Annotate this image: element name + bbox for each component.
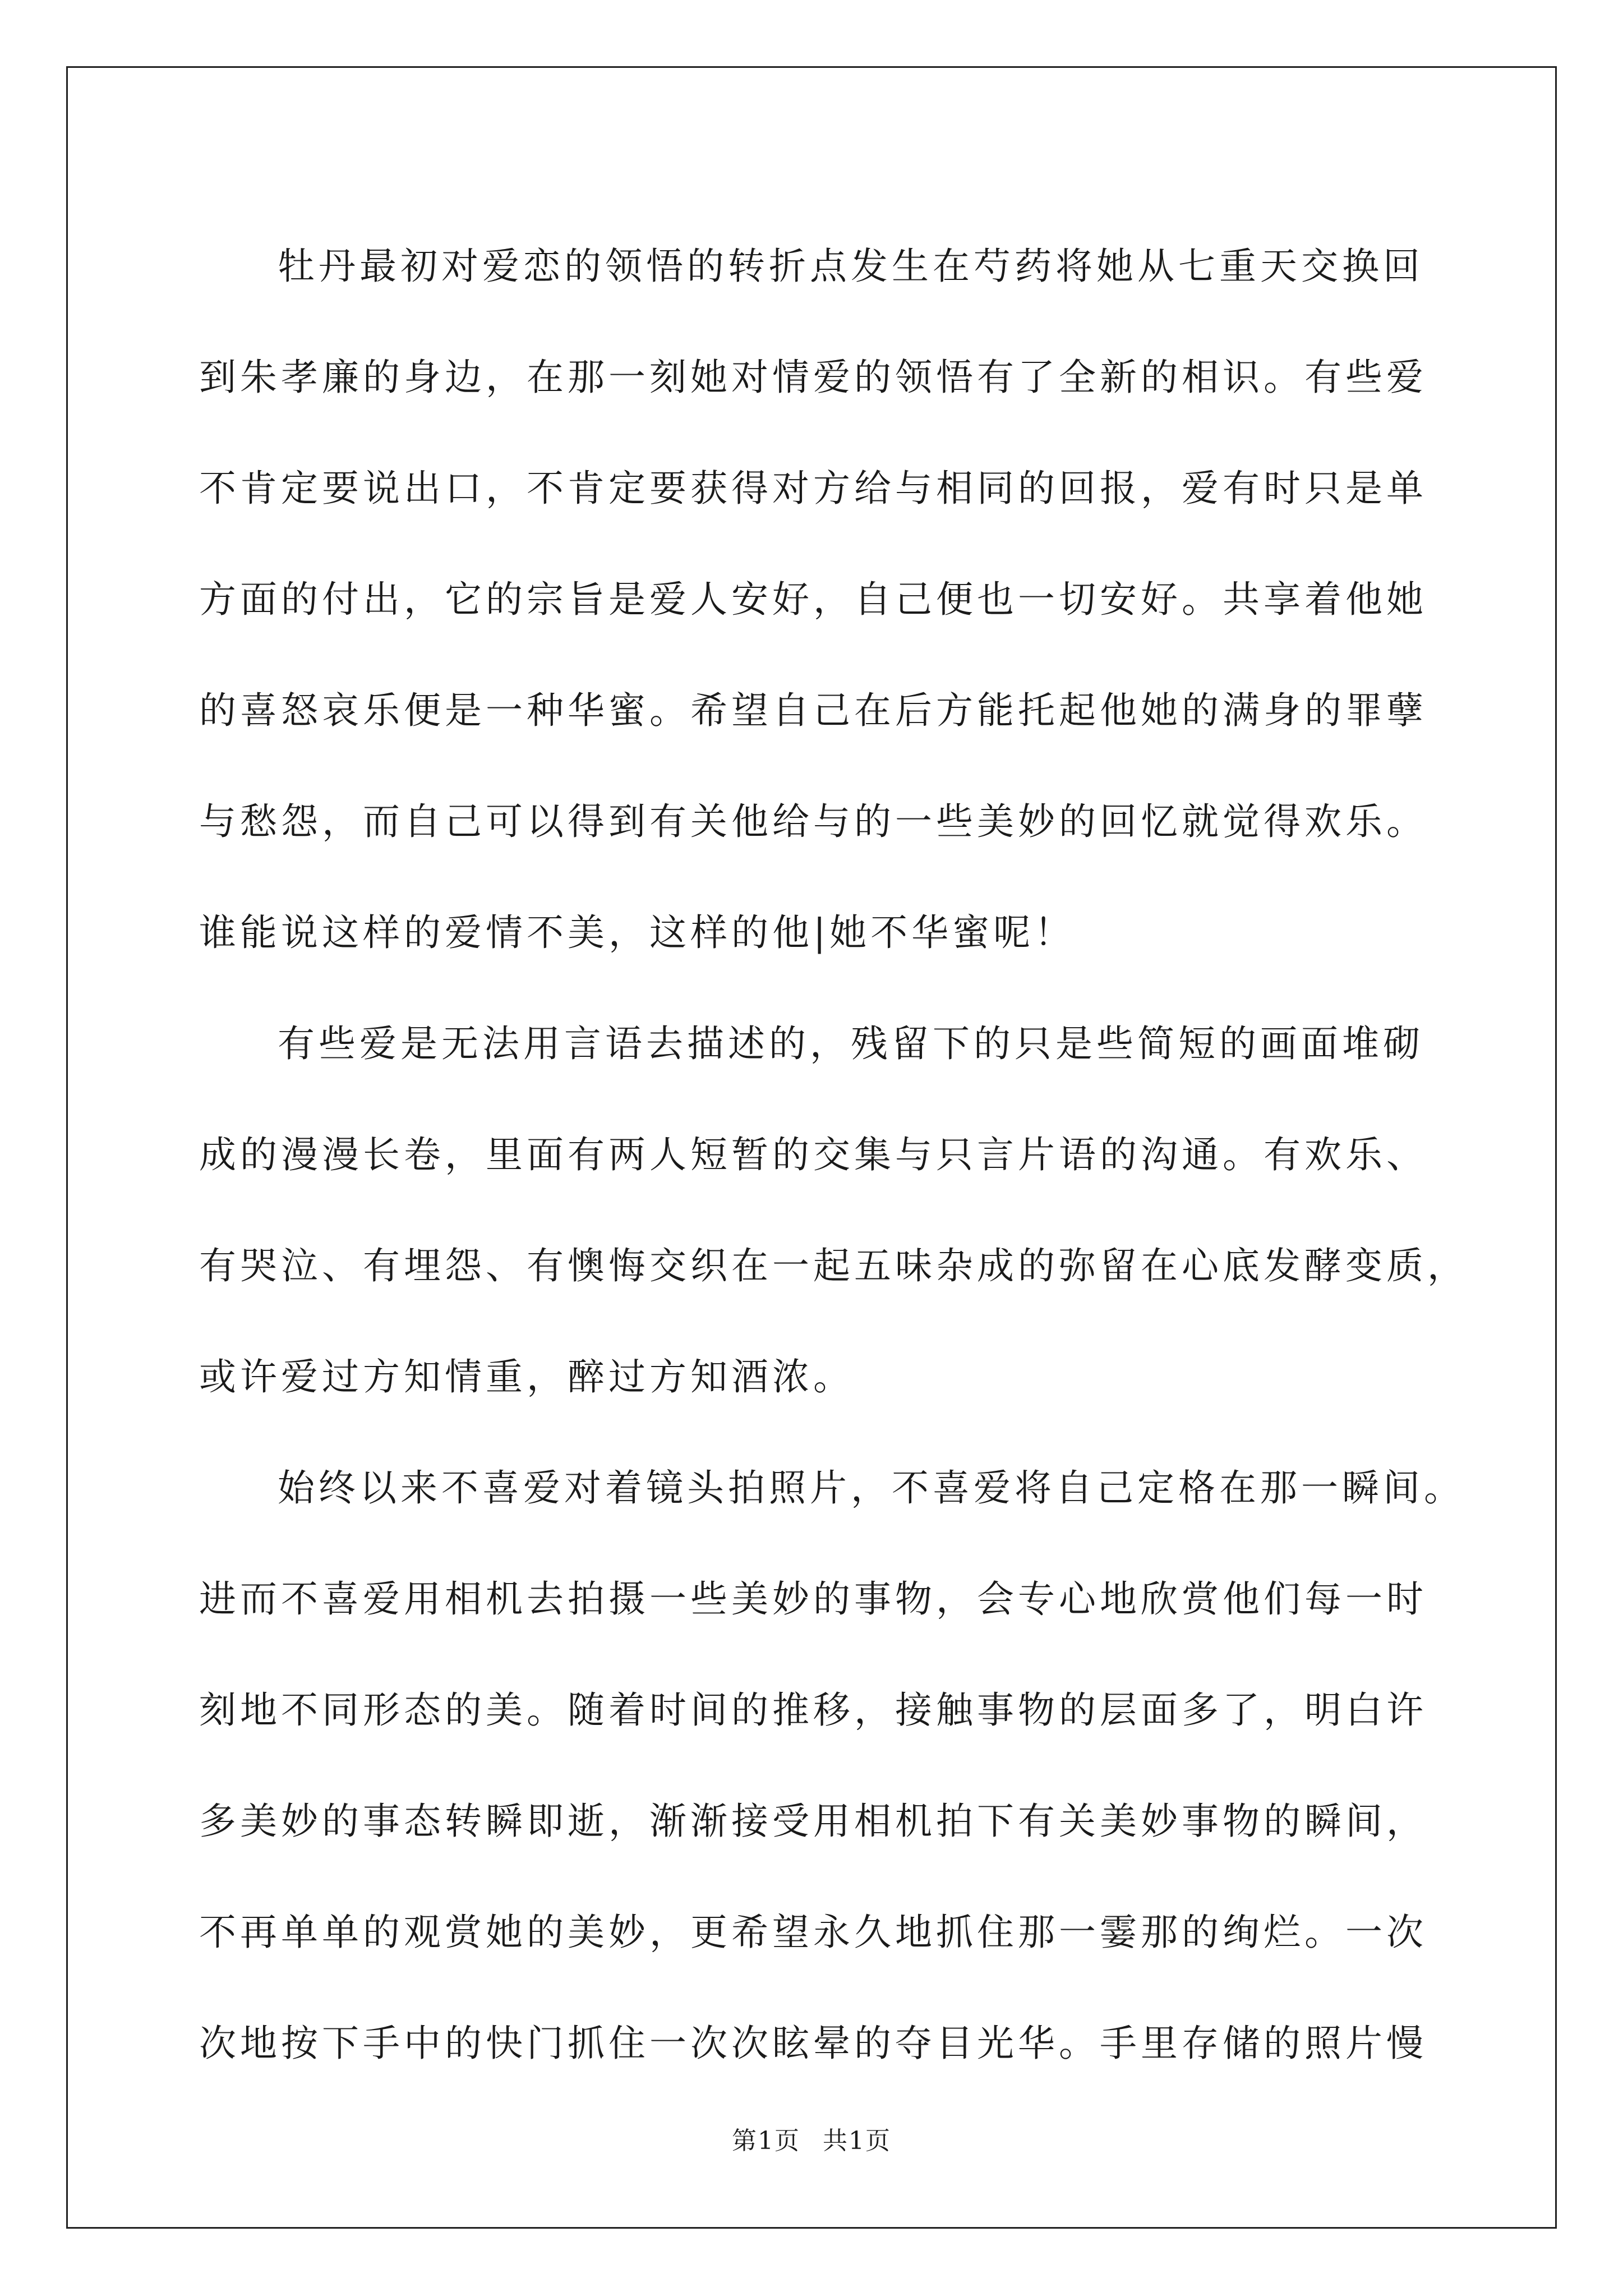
paragraph-1-line-2: 到朱孝廉的身边，在那一刻她对情爱的领悟有了全新的相识。有些爱 [199, 356, 1427, 399]
paragraph-2-line-2: 成的漫漫长卷，里面有两人短暂的交集与只言片语的沟通。有欢乐、 [199, 1133, 1427, 1176]
paragraph-3-line-2: 进而不喜爱用相机去拍摄一些美妙的事物，会专心地欣赏他们每一时 [199, 1577, 1427, 1621]
page-number: 第1页 [732, 2127, 800, 2155]
paragraph-3-line-5: 不再单单的观赏她的美妙，更希望永久地抓住那一霎那的绚烂。一次 [199, 1911, 1427, 1954]
paragraph-3-line-4: 多美妙的事态转瞬即逝，渐渐接受用相机拍下有关美妙事物的瞬间， [199, 1800, 1427, 1843]
paragraph-2-line-4: 或许爱过方知情重，醉过方知酒浓。 [199, 1355, 854, 1398]
paragraph-1-line-5: 的喜怒哀乐便是一种华蜜。希望自己在后方能托起他她的满身的罪孽 [199, 689, 1427, 732]
paragraph-2-line-1: 有些爱是无法用言语去描述的，残留下的只是些简短的画面堆砌 [278, 1022, 1424, 1065]
paragraph-1-line-4: 方面的付出，它的宗旨是爱人安好，自己便也一切安好。共享着他她 [199, 578, 1427, 621]
total-pages: 共1页 [823, 2127, 891, 2155]
paragraph-1-line-1: 牡丹最初对爱恋的领悟的转折点发生在芍药将她从七重天交换回 [278, 245, 1424, 288]
paragraph-1-line-6: 与愁怨，而自己可以得到有关他给与的一些美妙的回忆就觉得欢乐。 [199, 800, 1427, 843]
paragraph-3-line-3: 刻地不同形态的美。随着时间的推移，接触事物的层面多了，明白许 [199, 1688, 1427, 1732]
paragraph-1-line-7: 谁能说这样的爱情不美，这样的他|她不华蜜呢！ [199, 911, 1076, 954]
paragraph-3-line-6: 次地按下手中的快门抓住一次次眩晕的夺目光华。手里存储的照片慢 [199, 2022, 1427, 2065]
paragraph-1-line-3: 不肯定要说出口，不肯定要获得对方给与相同的回报，爱有时只是单 [199, 467, 1427, 510]
page-footer [0, 2120, 1623, 2156]
paragraph-3-line-1: 始终以来不喜爱对着镜头拍照片，不喜爱将自己定格在那一瞬间。 [278, 1466, 1465, 1510]
document-body [199, 211, 1468, 2099]
paragraph-2-line-3: 有哭泣、有埋怨、有懊悔交织在一起五味杂成的弥留在心底发酵变质， [199, 1244, 1468, 1287]
